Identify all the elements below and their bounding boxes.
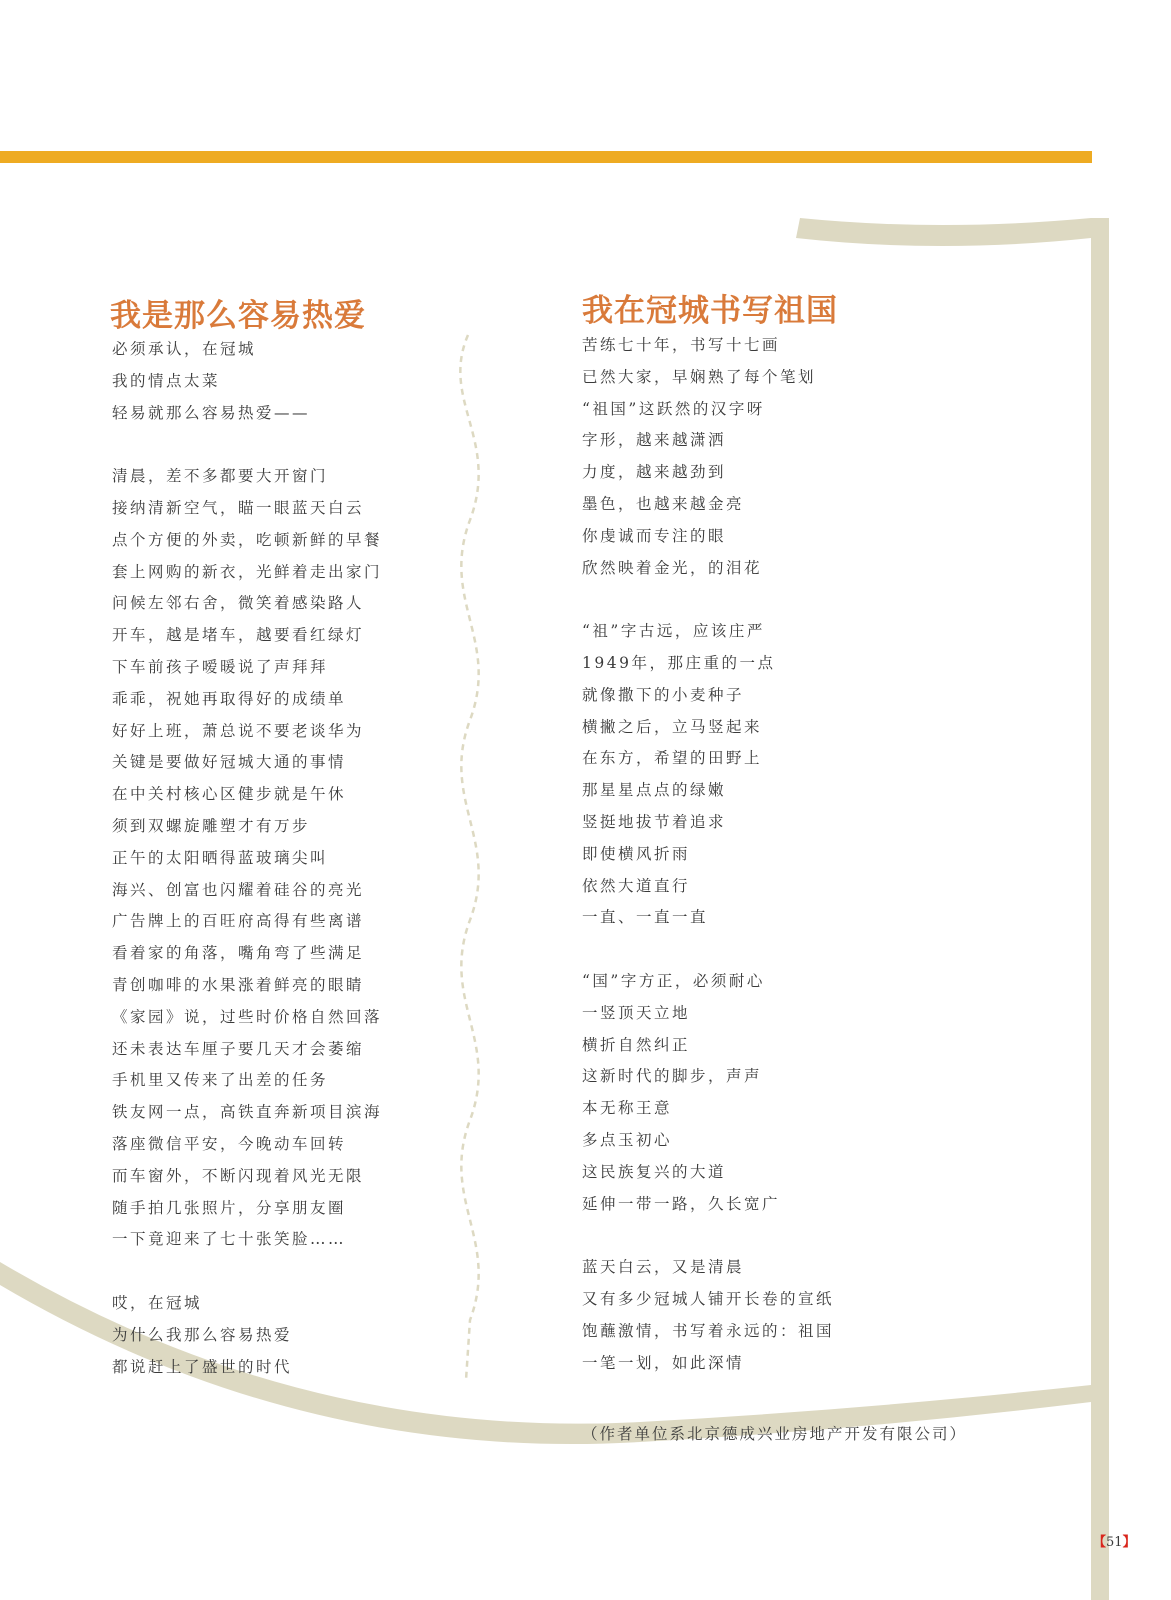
- poem-line: 一下竟迎来了七十张笑脸……: [112, 1230, 347, 1249]
- poem-line: 这新时代的脚步，声声: [582, 1067, 763, 1086]
- poem-line: 已然大家，早娴熟了每个笔划: [582, 367, 817, 386]
- poem-line: 又有多少冠城人铺开长卷的宣纸: [582, 1289, 835, 1308]
- poem-line: 正午的太阳晒得蓝玻璃尖叫: [112, 848, 329, 867]
- poem-line: 饱蘸激情，书写着永远的：祖国: [582, 1321, 835, 1340]
- deco-band-top: [796, 218, 1091, 246]
- poem-line: 问候左邻右舍，微笑着感染路人: [112, 594, 365, 613]
- poem-line: 就像撒下的小麦种子: [582, 685, 745, 704]
- poem-line: 一笔一划，如此深情: [582, 1353, 745, 1372]
- poem-line: 广告牌上的百旺府高得有些离谱: [112, 912, 365, 931]
- page-bracket-close: 】: [1122, 1535, 1136, 1550]
- poem-line: 一直、一直一直: [582, 908, 709, 927]
- poem-line: 青创咖啡的水果涨着鲜亮的眼睛: [112, 975, 365, 994]
- poem-line: 在中关村核心区健步就是午休: [112, 785, 347, 804]
- stanza-gap: [112, 429, 382, 461]
- poem-line: 随手拍几张照片，分享朋友圈: [112, 1198, 347, 1217]
- poem-line: 本无称王意: [582, 1099, 673, 1118]
- poem-line: 哎，在冠城: [112, 1293, 203, 1312]
- poem-line: “祖国”这跃然的汉字呀: [582, 399, 765, 418]
- poem-line: 依然大道直行: [582, 876, 691, 895]
- poem-line: 字形，越来越潇洒: [582, 431, 727, 450]
- poem-line: 欣然映着金光，的泪花: [582, 558, 763, 577]
- poem-line: 力度，越来越劲到: [582, 463, 727, 482]
- poem-line: 这民族复兴的大道: [582, 1162, 727, 1181]
- poem-line: 好好上班，萧总说不要老谈华为: [112, 721, 365, 740]
- poem-line: 为什么我那么容易热爱: [112, 1325, 293, 1344]
- page-number-value: 51: [1106, 1535, 1123, 1550]
- page-number: [1093, 1531, 1136, 1550]
- poem-line: 套上网购的新衣，光鲜着走出家门: [112, 562, 383, 581]
- poem-line: 乖乖，祝她再取得好的成绩单: [112, 689, 347, 708]
- poem-line: 都说赶上了盛世的时代: [112, 1357, 293, 1376]
- poem-line: 看着家的角落，嘴角弯了些满足: [112, 944, 365, 963]
- poem-line: 横撇之后，立马竖起来: [582, 717, 763, 736]
- poem-line: “国”字方正，必须耐心: [582, 971, 765, 990]
- poem-line: 还未表达车厘子要几天才会萎缩: [112, 1039, 365, 1058]
- poem-line: 开车，越是堵车，越要看红绿灯: [112, 626, 365, 645]
- poem-line: “祖”字古远，应该庄严: [582, 622, 765, 641]
- poem-line: 一竖顶天立地: [582, 1003, 691, 1022]
- poem-line: 而车窗外，不断闪现着风光无限: [112, 1166, 365, 1185]
- poem-line: 横折自然纠正: [582, 1035, 691, 1054]
- poem-line: 蓝天白云，又是清晨: [582, 1258, 745, 1277]
- poem-line: 多点玉初心: [582, 1130, 673, 1149]
- page-bracket-open: 【: [1093, 1535, 1107, 1550]
- poem-line: 接纳清新空气，瞄一眼蓝天白云: [112, 498, 365, 517]
- poem-line: 轻易就那么容易热爱——: [112, 403, 311, 422]
- poem-line: 落座微信平安，今晚动车回转: [112, 1134, 347, 1153]
- poem-line: 下车前孩子嗳暖说了声拜拜: [112, 657, 329, 676]
- poem-line: 铁友网一点，高铁直奔新项目滨海: [112, 1103, 383, 1122]
- poem-line: 必须承认，在冠城: [112, 340, 257, 358]
- poem-line: 墨色，也越来越金亮: [582, 494, 745, 513]
- poem-line: 即使横风折雨: [582, 844, 691, 863]
- deco-band-right: [1091, 218, 1109, 1600]
- stanza-gap: [582, 584, 834, 616]
- stanza-gap: [582, 934, 834, 966]
- stanza-gap: [582, 1220, 834, 1252]
- poem-line: 《家园》说，过些时价格自然回落: [112, 1007, 383, 1026]
- poem-line: 海兴、创富也闪耀着硅谷的亮光: [112, 880, 365, 899]
- right-poem-body: [582, 330, 834, 1379]
- poem-line: 手机里又传来了出差的任务: [112, 1071, 329, 1090]
- poem-line: 1949年，那庄重的一点: [582, 653, 776, 672]
- poem-line: 我的情点太菜: [112, 371, 221, 390]
- poem-line: 须到双螺旋雕塑才有万步: [112, 816, 311, 835]
- poem-line: 苦练七十年，书写十七画: [582, 336, 781, 354]
- poem-line: 延伸一带一路，久长宽广: [582, 1194, 781, 1213]
- author-credit: （作者单位系北京德成兴业房地产开发有限公司）: [582, 1425, 968, 1443]
- right-poem-title: 我在冠城书写祖国: [582, 293, 838, 329]
- poem-line: 那星星点点的绿嫩: [582, 781, 727, 800]
- wavy-divider: [460, 335, 478, 1380]
- poem-line: 你虔诚而专注的眼: [582, 526, 727, 545]
- left-poem-body: [112, 334, 382, 1383]
- poem-line: 清晨，差不多都要大开窗门: [112, 467, 329, 486]
- poem-line: 在东方，希望的田野上: [582, 749, 763, 768]
- poem-line: 竖挺地拔节着追求: [582, 812, 727, 831]
- poem-line: 点个方便的外卖，吃顿新鲜的早餐: [112, 530, 383, 549]
- poem-line: 关键是要做好冠城大通的事情: [112, 753, 347, 772]
- left-poem-title: 我是那么容易热爱: [110, 298, 366, 334]
- stanza-gap: [112, 1256, 382, 1288]
